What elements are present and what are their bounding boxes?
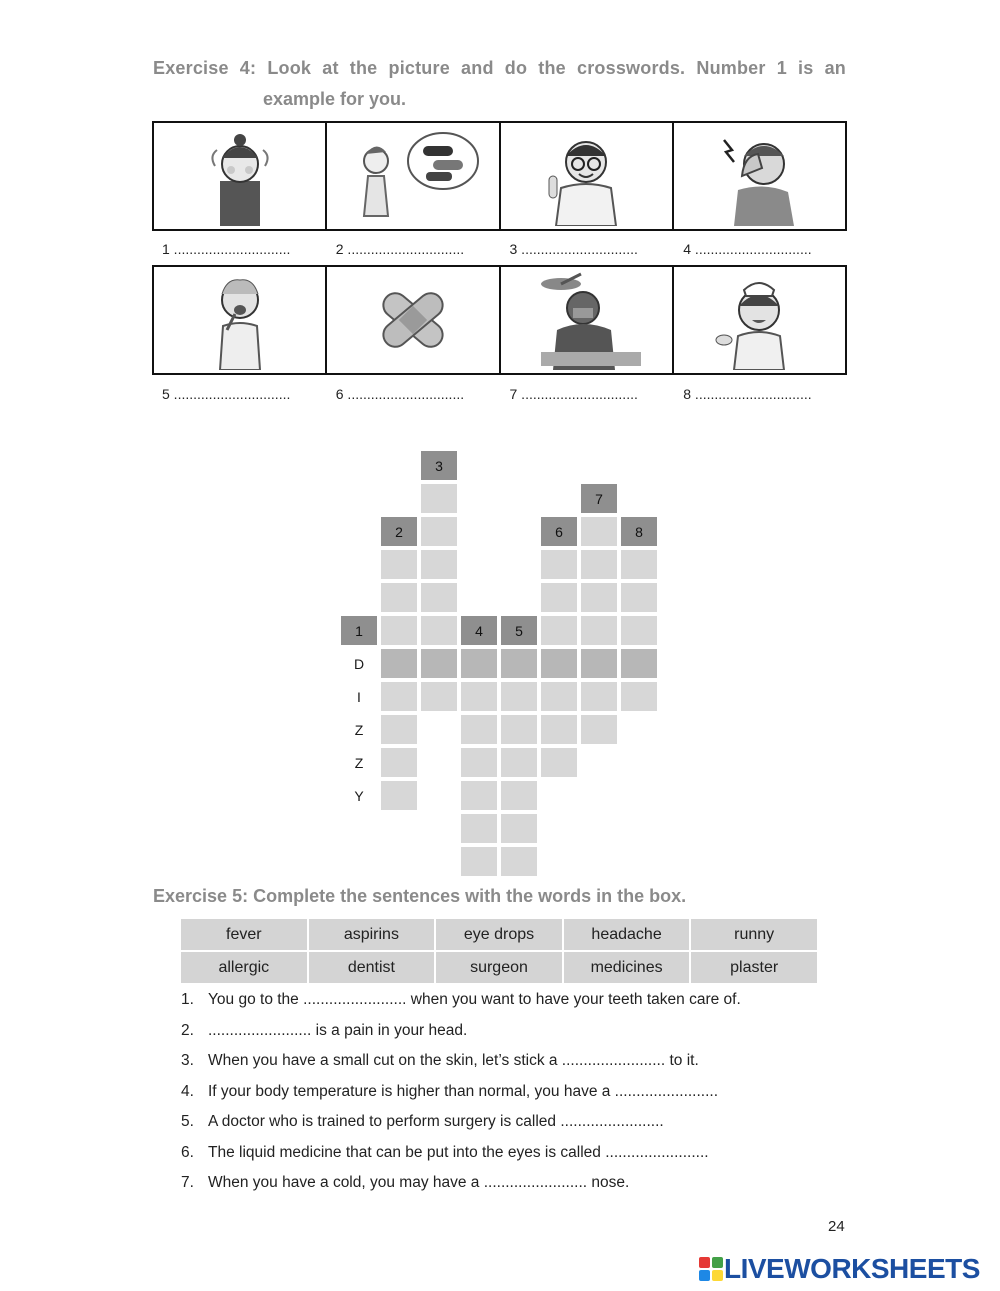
- picture-7: [501, 267, 674, 373]
- crossword-cell[interactable]: [540, 747, 578, 778]
- crossword-cell[interactable]: [420, 648, 458, 679]
- word-dentist: dentist: [309, 952, 437, 985]
- crossword-cell[interactable]: [380, 582, 418, 613]
- word-surgeon: surgeon: [436, 952, 564, 985]
- crossword-cell[interactable]: [460, 747, 498, 778]
- crossword-cell[interactable]: [540, 714, 578, 745]
- crossword-number-4: 4: [460, 615, 498, 646]
- word-runny: runny: [691, 919, 817, 952]
- crossword-cell[interactable]: [580, 582, 618, 613]
- sentence-6[interactable]: [181, 1144, 841, 1175]
- crossword-number-2: 2: [380, 516, 418, 547]
- word-box: [181, 919, 817, 985]
- sentence-3[interactable]: [181, 1052, 841, 1083]
- crossword-cell[interactable]: [500, 747, 538, 778]
- crossword-cell[interactable]: [380, 549, 418, 580]
- crossword-letter-i: I: [340, 681, 378, 712]
- sentence-2[interactable]: [181, 1022, 841, 1053]
- crossword-cell[interactable]: [460, 714, 498, 745]
- crossword-cell[interactable]: [540, 648, 578, 679]
- sentence-1[interactable]: [181, 991, 841, 1022]
- sentence-text: When you have a cold, you may have a ........................ nose.: [208, 1174, 630, 1191]
- word-fever: fever: [181, 919, 309, 952]
- word-headache: headache: [564, 919, 692, 952]
- answer-blank-6[interactable]: 6 ..............................: [335, 386, 465, 402]
- crossword-number-7: 7: [580, 483, 618, 514]
- crossword-cell[interactable]: [420, 549, 458, 580]
- crossword-cell[interactable]: [380, 747, 418, 778]
- crossword-cell[interactable]: [380, 780, 418, 811]
- crossword-cell[interactable]: [420, 615, 458, 646]
- crossword-cell[interactable]: [580, 714, 618, 745]
- picture-1: [154, 123, 327, 229]
- crossword-cell[interactable]: [460, 681, 498, 712]
- picture-3: [501, 123, 674, 229]
- nurse-icon: [684, 270, 834, 370]
- picture-2: [327, 123, 500, 229]
- answer-blank-7[interactable]: 7 ..............................: [509, 386, 638, 402]
- answer-blank-4[interactable]: 4 ..............................: [683, 241, 812, 257]
- crossword-cell[interactable]: [580, 549, 618, 580]
- page-number: 24: [828, 1218, 845, 1235]
- answer-blank-8[interactable]: 8 ..............................: [683, 386, 812, 402]
- crossword-cell[interactable]: [500, 846, 538, 877]
- sentence-number: 5.: [181, 1113, 194, 1130]
- word-allergic: allergic: [181, 952, 309, 985]
- crossword-cell[interactable]: [500, 813, 538, 844]
- crossword-cell[interactable]: [380, 615, 418, 646]
- liveworksheets-logo[interactable]: [698, 1253, 980, 1285]
- crossword-cell[interactable]: [540, 615, 578, 646]
- sentence-text: ........................ is a pain in your head.: [208, 1021, 468, 1039]
- sentence-number: 6.: [181, 1143, 194, 1161]
- crossword-cell[interactable]: [500, 648, 538, 679]
- crossword-letter-y: Y: [340, 780, 378, 811]
- crossword-cell[interactable]: [580, 648, 618, 679]
- sentence-text: A doctor who is trained to perform surgery is called ........................: [208, 1113, 664, 1130]
- crossword-cell[interactable]: [420, 582, 458, 613]
- crossword-cell[interactable]: [620, 648, 658, 679]
- headache-man-icon: [684, 126, 834, 226]
- crossword-cell[interactable]: [380, 714, 418, 745]
- plaster-icon: [338, 270, 488, 370]
- sentence-list: [181, 991, 841, 1205]
- sentence-4[interactable]: [181, 1083, 841, 1114]
- answer-blank-3[interactable]: 3 ..............................: [509, 241, 638, 257]
- crossword-cell[interactable]: [420, 483, 458, 514]
- crossword-cell[interactable]: [500, 780, 538, 811]
- sentence-text: When you have a small cut on the skin, let’s stick a ........................ to it.: [208, 1052, 699, 1069]
- picture-row-2: [152, 265, 847, 375]
- crossword-cell[interactable]: [580, 615, 618, 646]
- sentence-number: 2.: [181, 1021, 194, 1039]
- picture-5: [154, 267, 327, 373]
- medicine-pills-icon: [338, 126, 488, 226]
- crossword-cell[interactable]: [380, 681, 418, 712]
- crossword-cell[interactable]: [460, 846, 498, 877]
- sentence-number: 7.: [181, 1174, 194, 1191]
- picture-4: [674, 123, 845, 229]
- sentence-5[interactable]: [181, 1113, 841, 1144]
- sentence-text: The liquid medicine that can be put into the eyes is called ........................: [208, 1143, 709, 1161]
- exercise4-title: Exercise 4: Look at the picture and do the crosswords. Number 1 is an: [153, 58, 846, 78]
- crossword-cell[interactable]: [500, 714, 538, 745]
- crossword-number-1: 1: [340, 615, 378, 646]
- liveworksheets-logo-icon: [698, 1256, 724, 1282]
- coughing-old-man-icon: [165, 270, 315, 370]
- crossword-cell[interactable]: [420, 681, 458, 712]
- sentence-number: 1.: [181, 991, 194, 1008]
- crossword-cell[interactable]: [540, 681, 578, 712]
- crossword-cell[interactable]: [500, 681, 538, 712]
- crossword-cell[interactable]: [580, 516, 618, 547]
- crossword-cell[interactable]: [460, 813, 498, 844]
- sentence-number: 3.: [181, 1052, 194, 1069]
- crossword-number-5: 5: [500, 615, 538, 646]
- sentence-text: If your body temperature is higher than normal, you have a ........................: [208, 1082, 719, 1100]
- picture-6: [327, 267, 500, 373]
- crossword-number-8: 8: [620, 516, 658, 547]
- crossword-cell[interactable]: [540, 582, 578, 613]
- answer-blank-2[interactable]: 2 ..............................: [335, 241, 465, 257]
- crossword-number-3: 3: [420, 450, 458, 481]
- crossword-cell[interactable]: [540, 549, 578, 580]
- answer-blanks-row-2: [152, 386, 847, 402]
- crossword-cell[interactable]: [620, 615, 658, 646]
- word-plaster: plaster: [691, 952, 817, 985]
- picture-8: [674, 267, 845, 373]
- crossword-number-6: 6: [540, 516, 578, 547]
- word-eye-drops: eye drops: [436, 919, 564, 952]
- word-box-row-1: [181, 919, 817, 952]
- crossword-cell[interactable]: [620, 582, 658, 613]
- exercise4-title-line2: example for you.: [263, 89, 407, 109]
- crossword-cell[interactable]: [620, 681, 658, 712]
- crossword-letter-z2: Z: [340, 747, 378, 778]
- crossword-cell[interactable]: [460, 648, 498, 679]
- answer-blanks-row-1: [152, 241, 847, 257]
- answer-blank-5[interactable]: 5 ..............................: [162, 386, 291, 402]
- surgeon-icon: [511, 270, 661, 370]
- crossword-cell[interactable]: [580, 681, 618, 712]
- doctor-icon: [511, 126, 661, 226]
- sentence-number: 4.: [181, 1082, 194, 1100]
- answer-blank-1[interactable]: 1 ..............................: [162, 241, 291, 257]
- picture-row-1: [152, 121, 847, 231]
- word-medicines: medicines: [564, 952, 692, 985]
- crossword-cell[interactable]: [460, 780, 498, 811]
- sentence-text: You go to the ........................ when you want to have your teeth taken care of.: [208, 991, 741, 1008]
- dizzy-woman-icon: [165, 126, 315, 226]
- word-box-row-2: [181, 952, 817, 985]
- word-aspirins: aspirins: [309, 919, 437, 952]
- crossword-cell[interactable]: [380, 648, 418, 679]
- crossword-letter-z1: Z: [340, 714, 378, 745]
- crossword-letter-d: D: [340, 648, 378, 679]
- exercise5-title: Exercise 5: Complete the sentences with the words in the box.: [153, 886, 687, 906]
- sentence-7[interactable]: [181, 1174, 841, 1205]
- crossword-cell[interactable]: [420, 516, 458, 547]
- crossword-cell[interactable]: [620, 549, 658, 580]
- logo-text: LIVEWORKSHEETS: [724, 1253, 980, 1284]
